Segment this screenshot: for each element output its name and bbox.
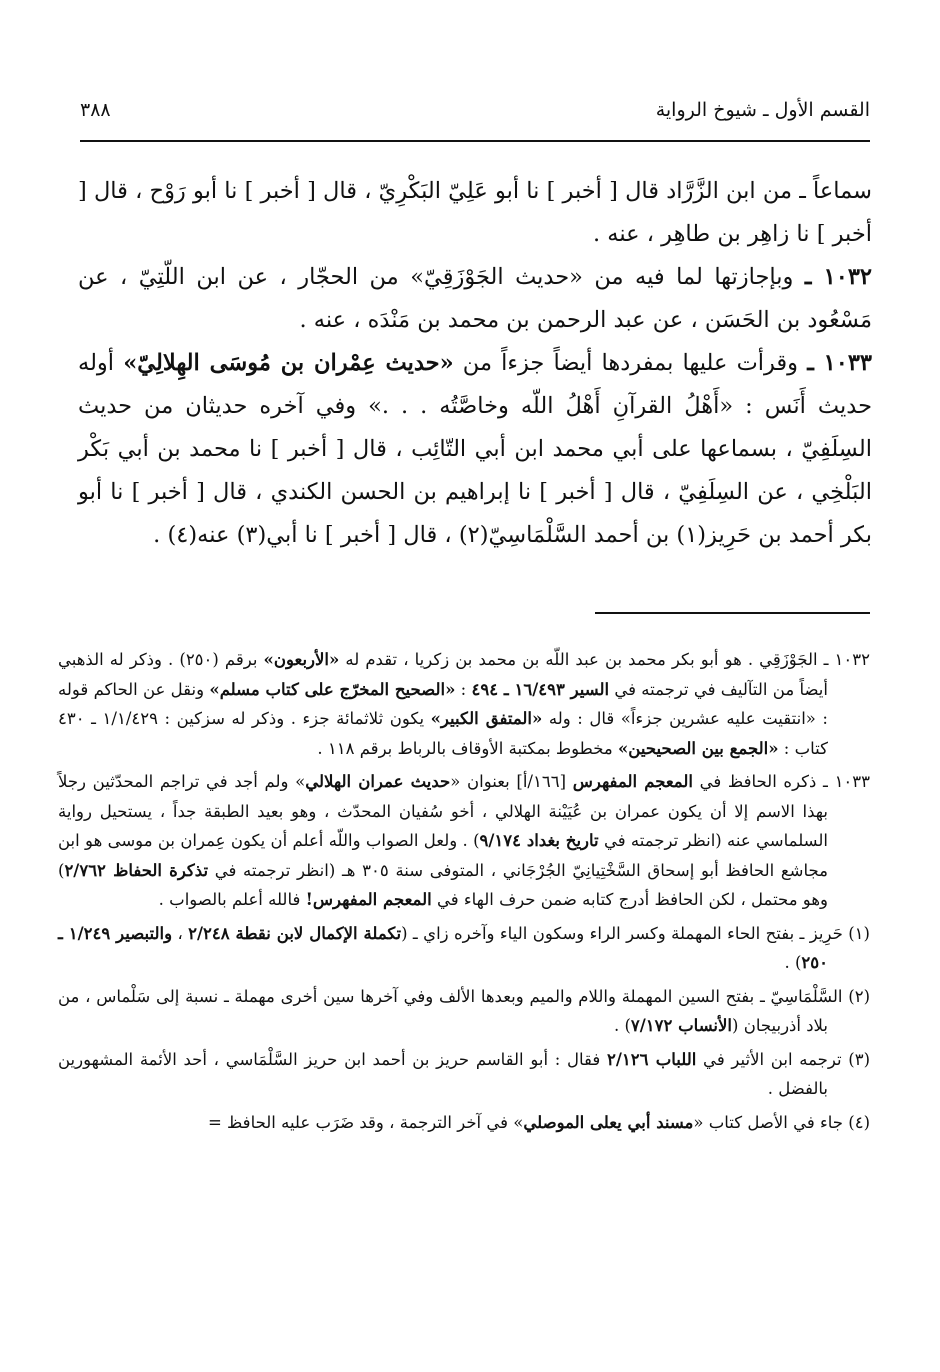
- footnote-rule: [595, 612, 870, 614]
- note-bold: تاريخ بغداد ٩/١٧٤: [479, 831, 599, 850]
- note-1032: [58, 645, 870, 763]
- entry-text: أوله حديث أَنَس : «أَهْلُ القرآنِ أَهْلُ اللّه وخاصَّتُه . . .» وفي آخره حديثان من حديث السِلَفِيّ ، بسماعها على أبي محمد ابن أبي التّائِب ، قال [ أخبر ] نا محمد بن أبي بَكْر البَلْخِي ، عن السِلَفِيّ ، قال [ أخبر ] نا إبراهيم بن الحسن الكندي ، قال [ أخبر ] نا أبو بكر أحمد بن حَرِيز(١) بن أحمد السَّلْمَاسِيّ(٢) ، قال [ أخبر ] نا أبي(٣) عنه(٤) .: [78, 350, 872, 548]
- note-bold: والتبصير ١/٢٤٩ ـ ٢٥٠: [58, 923, 828, 972]
- entry-1032: [78, 256, 872, 342]
- page-header: [80, 90, 870, 130]
- header-rule: [80, 140, 870, 142]
- footnote-3: [58, 1045, 870, 1104]
- note-bold: «المتفق الكبير»: [430, 709, 543, 728]
- note-text: ) .: [784, 953, 802, 972]
- note-bold: «الجمع بين الصحيحين»: [617, 738, 779, 758]
- page-number: ٣٨٨: [80, 99, 111, 121]
- footnote-marker: (٢): [848, 986, 870, 1006]
- note-bold: الأنساب ٧/١٧٢: [630, 1016, 733, 1035]
- main-text: [78, 170, 872, 557]
- note-text: يكون ثلاثمائة جزء . وذكر له سزكين : ١/١/٤٢٩ ـ ٤٣٠ كتاب :: [58, 709, 828, 758]
- note-text: حَرِيز ـ بفتح الحاء المهملة وكسر الراء وسكون الياء وآخره زاي ـ (: [401, 923, 843, 943]
- entry-text: وبإجازتها لما فيه من «حديث الجَوْزَقِيّ» من الحجّار ، عن ابن اللّتِيّ ، عن مَسْعُود بن الحَسَن ، عن عبد الرحمن بن محمد بن مَنْدَه ، عنه .: [78, 264, 872, 333]
- note-text: فالله أعلم بالصواب .: [158, 890, 306, 909]
- footnote-2: [58, 982, 870, 1041]
- running-title: القسم الأول ـ شيوخ الرواية: [655, 99, 870, 121]
- note-text: ونقل عن الحاكم قوله : «انتقيت عليه عشرين جزءاً» قال : وله: [58, 679, 828, 728]
- note-bold: المعجم المفهرس!: [305, 890, 432, 909]
- note-text: جاء في الأصل كتاب «: [693, 1112, 843, 1132]
- note-bold: تذكرة الحفاظ ٢/٧٦٢: [64, 860, 209, 880]
- note-text: فقال : أبو القاسم حريز بن أحمد ابن حريز السَّلْمَاسي ، أحد الأئمة المشهورين بالفضل .: [58, 1049, 828, 1098]
- entry-text: وقرأت عليها بمفردها أيضاً جزءاً من: [453, 350, 799, 376]
- note-text: :: [455, 679, 472, 699]
- note-text: » ولم أجد في تراجم المحدّثين رجلاً بهذا الاسم إلا أن يكون عمران بن عُيَيْنة الهلالي ، أخو سُفيان المحدّث ، وهو بعيد الطبقة جداً ، يستحيل رواية السلماسي عنه (انظر ترجمته في: [58, 772, 828, 850]
- note-text: [١٦٦/أ] بعنوان «: [450, 772, 573, 791]
- footnote-4: [58, 1108, 870, 1138]
- note-text: السَّلْمَاسِيّ ـ بفتح السين المهملة واللام والميم وبعدها الألف وفي آخرها سين أخرى مهملة ـ نسبة إلى سَلْماس ، من بلاد أذربيجان (: [58, 986, 843, 1035]
- note-text: ،: [172, 923, 189, 943]
- note-bold: حديث عمران الهلالي: [305, 772, 451, 791]
- note-1033: [58, 767, 870, 915]
- note-text: ) . ولعل الصواب واللّه أعلم أن يكون عِمران بن موسى هو ابن مجاشع الحافظ أبو إسحاق السَّخْتِيانِيّ الجُرْجَاني ، المتوفى سنة ٣٠٥ هـ (انظر ترجمته في: [58, 831, 828, 880]
- entry-1033: [78, 342, 872, 557]
- footnotes: [58, 645, 870, 1141]
- note-text: ) وهو محتمل ، لكن الحافظ أدرج كتابه ضمن حرف الهاء في: [58, 860, 828, 909]
- footnote-marker: (٣): [848, 1049, 871, 1069]
- entry-number: ١٠٣٢ ـ: [804, 264, 872, 290]
- note-text: ترجمه ابن الأثير في: [696, 1049, 842, 1069]
- footnote-marker: (٤): [848, 1112, 870, 1132]
- paragraph-text: سماعاً ـ من ابن الزَّرَّاد قال [ أخبر ] نا أبو عَلِيّ البَكْرِيّ ، قال [ أخبر ] نا أبو رَوْح ، قال [ أخبر ] نا زاهِر بن طاهِر ، عنه .: [78, 178, 872, 247]
- note-text: ) .: [613, 1016, 631, 1035]
- note-text: برقم (٢٥٠) . وذكر له الذهبي أيضاً من التآليف في ترجمته في: [58, 650, 828, 699]
- note-bold: اللباب ٢/١٢٦: [607, 1049, 697, 1069]
- entry-number: ١٠٣٣ ـ: [807, 350, 873, 376]
- entry-title: «حديث عِمْران بن مُوسَى الهِلالِيّ»: [123, 350, 454, 376]
- note-bold: «الأربعون»: [263, 650, 340, 669]
- note-bold: مسند أبي يعلى الموصلي: [523, 1112, 694, 1132]
- note-bold: المعجم المفهرس: [572, 772, 693, 791]
- footnote-1: [58, 919, 870, 978]
- footnote-marker: (١): [848, 923, 870, 943]
- note-bold: تكملة الإكمال لابن نقطة ٢/٢٤٨: [188, 923, 402, 943]
- note-text: ١٠٣٢ ـ الجَوْزَقِي . هو أبو بكر محمد بن عبد اللّه بن محمد بن زكريا ، تقدم له: [339, 650, 870, 669]
- note-text: مخطوط بمكتبة الأوقاف بالرباط برقم ١١٨ .: [317, 738, 618, 758]
- paragraph-continuation: [78, 170, 872, 256]
- note-bold: «الصحيح المخرّج على كتاب مسلم»: [209, 679, 456, 699]
- note-text: » في آخر الترجمة ، وقد ضَرَب عليه الحافظ =: [207, 1112, 524, 1132]
- note-text: ١٠٣٣ ـ ذكره الحافظ في: [692, 772, 871, 791]
- note-bold: السير ١٦/٤٩٣ ـ ٤٩٤: [471, 679, 610, 699]
